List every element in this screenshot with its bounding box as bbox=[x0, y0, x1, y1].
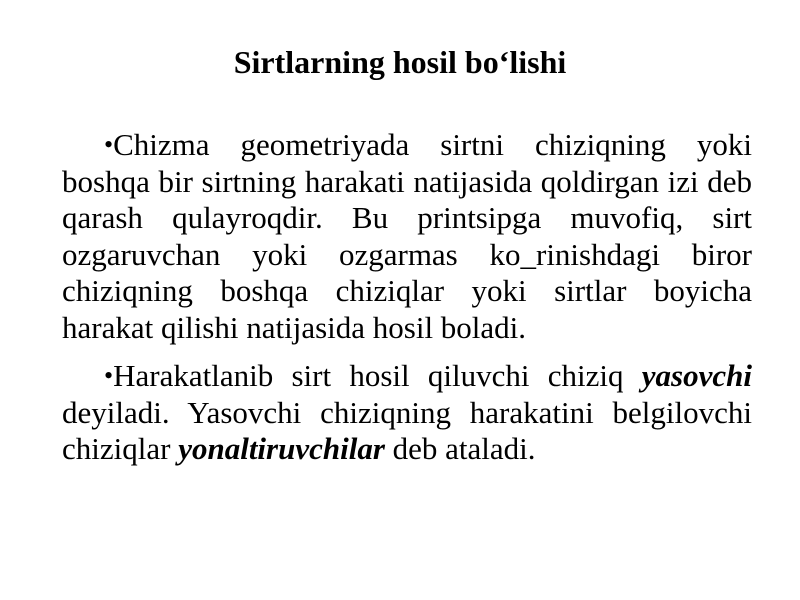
bullet-icon: • bbox=[104, 130, 114, 159]
paragraph-1-text: Chizma geometriyada sirtni chiziqning yoki boshqa bir sirtning harakati natijasida qoldirgan izi deb qarash qulayroqdir. Bu printsipga muvofiq, sirt ozgaruvchan yoki ozgarmas ko_rinishdagi biror chiziqning boshqa chiziqlar yoki sirtlar boyicha harakat qilishi natijasida hosil boladi. bbox=[62, 127, 752, 345]
term-yonaltiruvchilar: yonaltiruvchilar bbox=[178, 431, 385, 466]
bullet-paragraph-2 bbox=[62, 358, 752, 468]
slide-body bbox=[62, 127, 752, 468]
slide-title: Sirtlarning hosil bo‘lishi bbox=[233, 44, 567, 80]
term-yasovchi: yasovchi bbox=[641, 358, 752, 393]
paragraph-2-text-c: deb ataladi. bbox=[384, 431, 536, 466]
bullet-paragraph-1 bbox=[62, 127, 752, 346]
paragraph-2-text-a: Harakatlanib sirt hosil qiluvchi chiziq bbox=[113, 358, 642, 393]
bullet-icon: • bbox=[104, 361, 114, 390]
paragraph-2-text-b: deyiladi. Yasovchi chiziqning harakatini belgilovchi chiziqlar bbox=[62, 394, 752, 466]
